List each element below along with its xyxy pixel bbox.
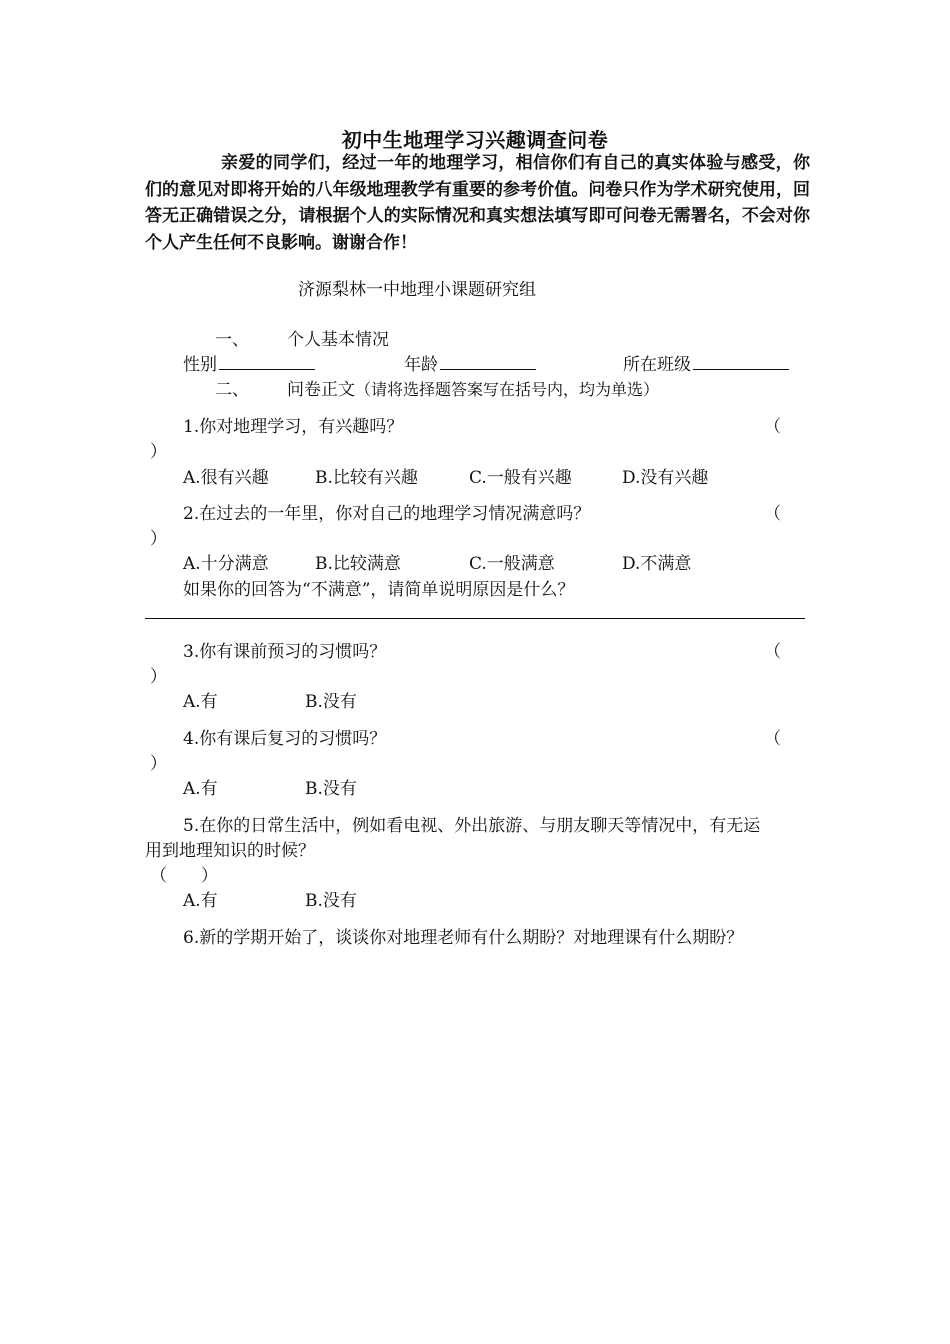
q2-option-b: B.比较满意 — [315, 554, 401, 574]
section-2-note: （请将选择题答案写在括号内，均为单选） — [355, 380, 660, 399]
q5-option-a: A.有 — [183, 891, 218, 911]
q5-option-b: B.没有 — [305, 891, 357, 911]
answer-paren-open-4[interactable]: （ — [764, 729, 781, 749]
intro-paragraph: 亲爱的同学们，经过一年的地理学习，相信你们有自己的真实体验与感受，你们的意见对即将开始的八年级地理教学有重要的参考价值。问卷只作为学术研究使用，回答无正确错误之分，请根据个人的实际情况和真实想法填写即可问卷无需署名，不会对你个人产生任何不良影响。谢谢合作！ — [145, 153, 810, 253]
age-blank[interactable] — [440, 352, 536, 370]
gender-blank[interactable] — [219, 352, 315, 370]
answer-paren-open-2[interactable]: （ — [764, 504, 781, 524]
class-label: 所在班级 — [623, 355, 691, 375]
gender-label: 性别 — [183, 355, 217, 375]
question-1-options — [0, 463, 950, 487]
organization: 济源梨林一中地理小课题研究组 — [298, 280, 536, 300]
question-5-line-2: 用到地理知识的时候？ — [145, 841, 315, 861]
page-title: 初中生地理学习兴趣调查问卷 — [341, 128, 609, 152]
question-2-options — [0, 549, 950, 573]
q2-option-c: C.一般满意 — [469, 554, 555, 574]
q1-option-a: A.很有兴趣 — [183, 468, 269, 488]
section-1-number: 一、 — [215, 330, 249, 350]
question-2: 2.在过去的一年里，你对自己的地理学习情况满意吗？ — [183, 504, 591, 524]
answer-paren-open-3[interactable]: （ — [764, 642, 781, 662]
question-5-options — [0, 886, 950, 910]
question-3-options — [0, 687, 950, 711]
class-blank[interactable] — [693, 352, 789, 370]
question-4: 4.你有课后复习的习惯吗？ — [183, 729, 387, 749]
answer-paren-close-3: ） — [150, 667, 167, 687]
q2-option-a: A.十分满意 — [183, 554, 269, 574]
section-1-label: 个人基本情况 — [287, 330, 389, 350]
q3-option-b: B.没有 — [305, 692, 357, 712]
q2-option-d: D.不满意 — [622, 554, 692, 574]
age-field[interactable] — [404, 350, 536, 375]
question-2-followup: 如果你的回答为“不满意”，请简单说明原因是什么？ — [183, 580, 575, 600]
section-2-number: 二、 — [215, 380, 249, 400]
answer-line[interactable] — [145, 618, 805, 619]
q4-option-a: A.有 — [183, 779, 218, 799]
class-field[interactable] — [623, 350, 789, 375]
section-2-label: 问卷正文 — [287, 380, 355, 400]
age-label: 年龄 — [404, 355, 438, 375]
section-2-heading — [215, 375, 659, 400]
q4-option-b: B.没有 — [305, 779, 357, 799]
question-4-options — [0, 774, 950, 798]
answer-paren-close-2: ） — [150, 529, 167, 549]
q1-option-c: C.一般有兴趣 — [469, 468, 572, 488]
q1-option-b: B.比较有兴趣 — [315, 468, 418, 488]
answer-paren-close-4: ） — [150, 754, 167, 774]
answer-paren-5[interactable]: （ ） — [150, 866, 218, 886]
question-6: 6.新的学期开始了，谈谈你对地理老师有什么期盼？对地理课有什么期盼？ — [183, 928, 744, 948]
question-1: 1.你对地理学习，有兴趣吗？ — [183, 417, 404, 437]
question-3: 3.你有课前预习的习惯吗？ — [183, 642, 387, 662]
section-1-heading — [215, 325, 389, 350]
answer-paren-close-1: ） — [150, 442, 167, 462]
q3-option-a: A.有 — [183, 692, 218, 712]
gender-field[interactable] — [183, 350, 315, 375]
answer-paren-open-1[interactable]: （ — [764, 417, 781, 437]
question-5-line-1: 5.在你的日常生活中，例如看电视、外出旅游、与朋友聊天等情况中，有无运 — [183, 816, 761, 836]
q1-option-d: D.没有兴趣 — [622, 468, 709, 488]
